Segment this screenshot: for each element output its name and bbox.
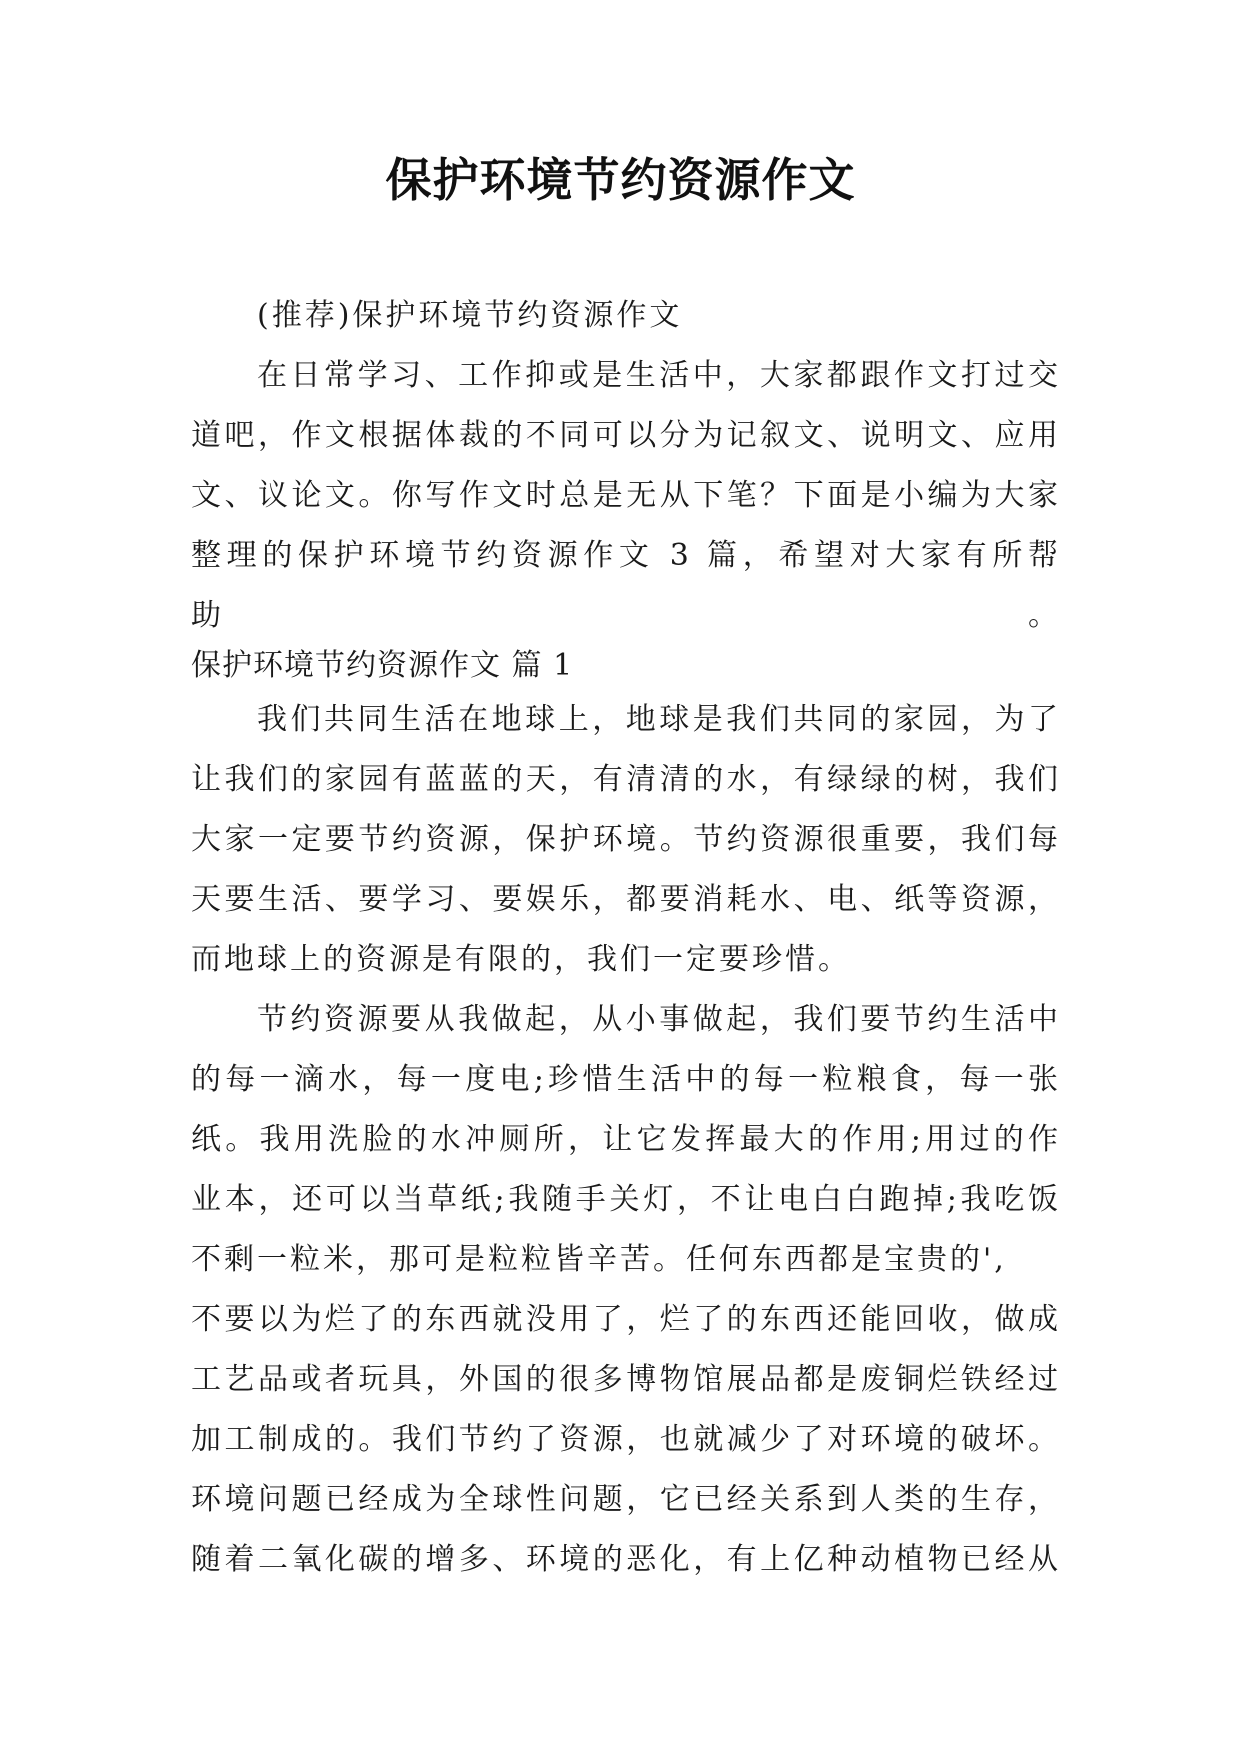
paragraph2-line-10: 随着二氧化碳的增多、环境的恶化，有上亿种动植物已经从 (191, 1542, 1061, 1577)
paragraph1-line-1: 我们共同生活在地球上，地球是我们共同的家园，为了 (257, 702, 1061, 737)
subtitle-line: (推荐)保护环境节约资源作文 (257, 298, 683, 333)
paragraph1-line-4: 天要生活、要学习、要娱乐，都要消耗水、电、纸等资源， (191, 882, 1061, 917)
document-title: 保护环境节约资源作文 (385, 153, 856, 207)
intro-section (191, 286, 1061, 633)
body-section (191, 690, 1061, 1590)
paragraph2-line-8: 加工制成的。我们节约了资源，也就减少了对环境的破坏。 (191, 1422, 1061, 1457)
paragraph2-line-1: 节约资源要从我做起，从小事做起，我们要节约生活中 (257, 1002, 1061, 1037)
paragraph2-line-9: 环境问题已经成为全球性问题，它已经关系到人类的生存， (191, 1482, 1061, 1517)
paragraph2-line-7: 工艺品或者玩具，外国的很多博物馆展品都是废铜烂铁经过 (191, 1362, 1061, 1397)
intro-line-3: 文、议论文。你写作文时总是无从下笔？下面是小编为大家 (191, 478, 1061, 513)
paragraph2-line-4: 业本，还可以当草纸;我随手关灯，不让电白白跑掉;我吃饭 (191, 1182, 1061, 1217)
paragraph2-line-2: 的每一滴水，每一度电;珍惜生活中的每一粒粮食，每一张 (191, 1062, 1061, 1097)
paragraph1-line-3: 大家一定要节约资源，保护环境。节约资源很重要，我们每 (191, 822, 1061, 857)
intro-line-1: 在日常学习、工作抑或是生活中，大家都跟作文打过交 (257, 358, 1061, 393)
paragraph1-line-5: 而地球上的资源是有限的，我们一定要珍惜。 (191, 942, 851, 977)
paragraph2-line-3: 纸。我用洗脸的水冲厕所，让它发挥最大的作用;用过的作 (191, 1122, 1061, 1157)
paragraph2-line-5: 不剩一粒米，那可是粒粒皆辛苦。任何东西都是宝贵的', (191, 1242, 1007, 1277)
paragraph2-line-6: 不要以为烂了的东西就没用了，烂了的东西还能回收，做成 (191, 1302, 1061, 1337)
section-heading: 保护环境节约资源作文 篇 1 (191, 648, 574, 683)
intro-line-2: 道吧，作文根据体裁的不同可以分为记叙文、说明文、应用 (191, 418, 1061, 453)
paragraph1-line-2: 让我们的家园有蓝蓝的天，有清清的水，有绿绿的树，我们 (191, 762, 1061, 797)
intro-line-4: 整理的保护环境节约资源作文 3 篇，希望对大家有所帮助。 (191, 538, 1061, 633)
